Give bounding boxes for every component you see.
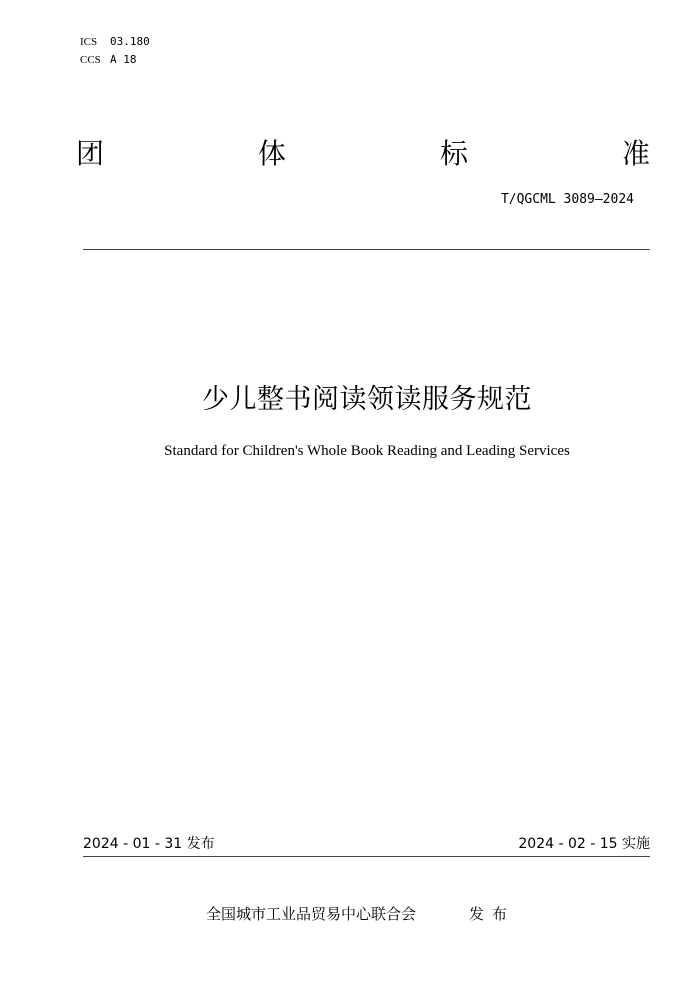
bottom-divider bbox=[83, 856, 650, 857]
top-divider bbox=[83, 249, 650, 250]
issue-date: 2024 - 01 - 31 发布 bbox=[83, 836, 215, 852]
title-chinese: 少儿整书阅读领读服务规范 bbox=[202, 384, 532, 415]
heading-char-4: 准 bbox=[621, 137, 650, 170]
standard-type-heading bbox=[76, 134, 650, 174]
ics-code-line bbox=[80, 35, 150, 49]
ccs-code: A 18 bbox=[110, 53, 137, 66]
standard-number: T/QGCML 3089—2024 bbox=[500, 192, 634, 207]
heading-char-3: 标 bbox=[439, 137, 468, 170]
implementation-date: 2024 - 02 - 15 实施 bbox=[518, 836, 650, 852]
ccs-code-line bbox=[80, 53, 137, 67]
publisher-action: 发布 bbox=[469, 905, 516, 923]
heading-char-1: 团 bbox=[76, 137, 105, 170]
title-english: Standard for Children's Whole Book Reading and Leading Services bbox=[164, 443, 570, 459]
ics-code: 03.180 bbox=[110, 35, 150, 48]
ics-label: ICS bbox=[80, 36, 98, 48]
publisher-name: 全国城市工业品贸易中心联合会 bbox=[206, 905, 417, 923]
heading-char-2: 体 bbox=[257, 137, 286, 170]
ccs-label: CCS bbox=[80, 54, 101, 66]
